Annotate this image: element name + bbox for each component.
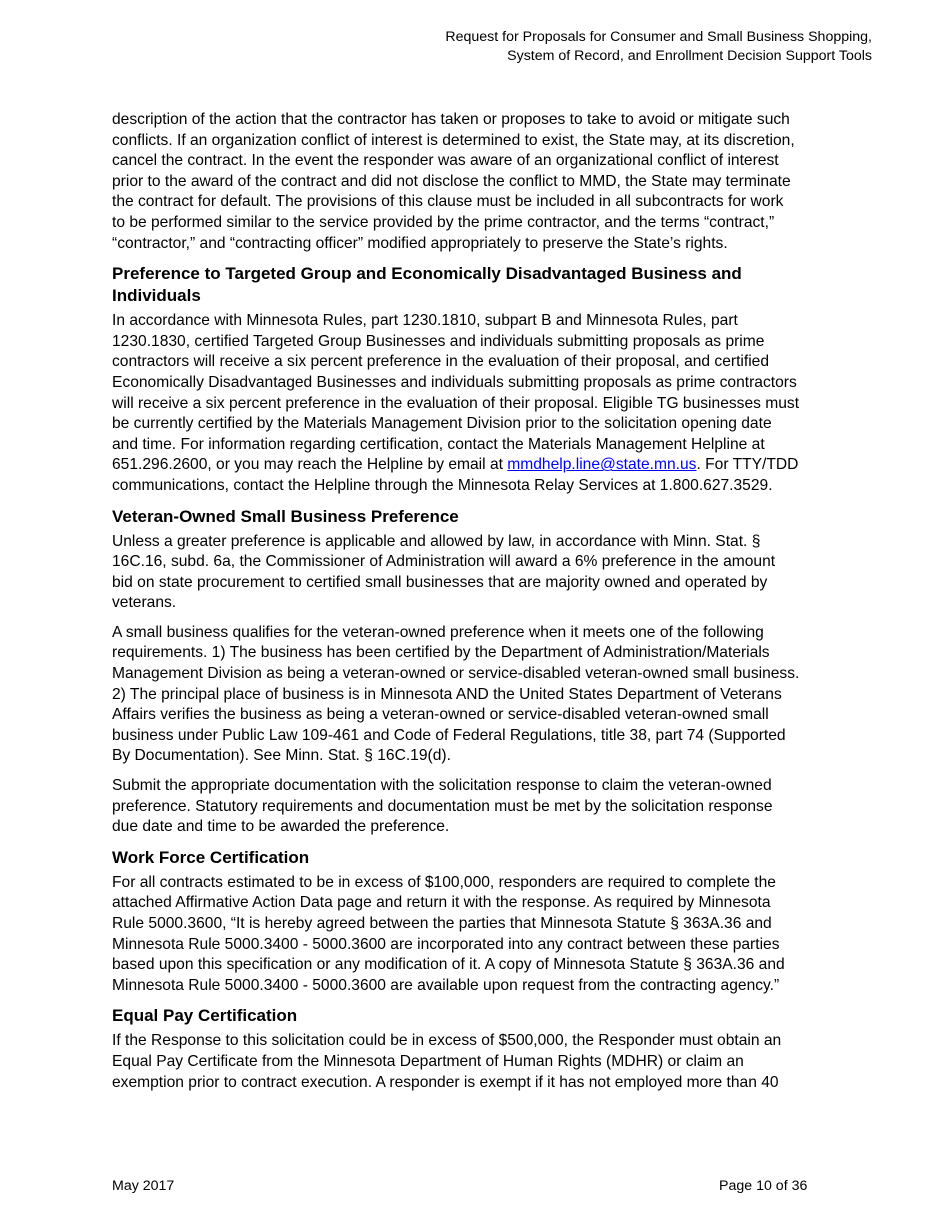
text-line: A small business qualifies for the veteran-owned preference when it meets one of the following xyxy=(112,623,764,641)
text-line: In accordance with Minnesota Rules, part 1230.1810, subpart B and Minnesota Rules, part xyxy=(112,312,738,330)
text-line: exemption prior to contract execution. A responder is exempt if it has not employed more than 40 xyxy=(112,1073,779,1091)
text-line: description of the action that the contractor has taken or proposes to take to avoid or mitigate such xyxy=(112,111,790,128)
heading-line: Veteran-Owned Small Business Preference xyxy=(112,506,459,526)
heading-line: Equal Pay Certification xyxy=(112,1006,298,1026)
text-line: By Documentation). See Minn. Stat. § 16C.19(d). xyxy=(112,747,451,765)
document-body xyxy=(112,110,872,1102)
intro-paragraph xyxy=(112,110,872,254)
text-line: based upon this specification or any modification of it. A copy of Minnesota Statute § 363A.36 and xyxy=(112,956,785,974)
work-force-paragraph xyxy=(112,873,872,997)
text-line: 16C.16, subd. 6a, the Commissioner of Administration will award a 6% preference in the amount xyxy=(112,553,776,571)
header-title-line-1: Request for Proposals for Consumer and Small Business Shopping, xyxy=(445,29,872,45)
text-line: due date and time to be awarded the preference. xyxy=(112,818,450,836)
text-line: be currently certified by the Materials Management Division prior to the solicitation opening date xyxy=(112,415,772,433)
text-line: conflicts. If an organization conflict of interest is determined to exist, the State may, at its discretion, xyxy=(112,131,795,149)
heading-line: Work Force Certification xyxy=(112,847,310,867)
text-line: Submit the appropriate documentation with the solicitation response to claim the veteran-owned xyxy=(112,777,772,795)
equal-pay-paragraph xyxy=(112,1031,872,1093)
text-line: will receive a six percent preference in the evaluation of their proposal. Eligible TG businesses must xyxy=(112,394,800,412)
targeted-group-paragraph xyxy=(112,311,872,496)
text-line: cancel the contract. In the event the responder was aware of an organizational conflict of interest xyxy=(112,152,779,170)
text-line: and time. For information regarding certification, contact the Materials Management Helpline at xyxy=(112,435,765,453)
footer-page-number: Page 10 of 36 xyxy=(719,1178,808,1194)
text-line: Equal Pay Certificate from the Minnesota Department of Human Rights (MDHR) or claim an xyxy=(112,1052,744,1070)
heading-veteran-owned xyxy=(112,506,872,528)
text-line: attached Affirmative Action Data page and return it with the response. As required by Minnesota xyxy=(112,894,771,912)
text-line: requirements. 1) The business has been certified by the Department of Administration/Materials xyxy=(112,644,770,662)
email-trail-text: . For TTY/TDD xyxy=(696,456,799,474)
text-line: business under Public Law 109-461 and Code of Federal Regulations, title 38, part 74 (Supported xyxy=(112,726,786,744)
veteran-paragraph-2 xyxy=(112,623,872,767)
footer-date: May 2017 xyxy=(112,1178,175,1194)
veteran-paragraph-1 xyxy=(112,532,872,614)
text-line: Economically Disadvantaged Businesses and individuals submitting proposals as prime contractors xyxy=(112,373,797,391)
email-lead-text: 651.296.2600, or you may reach the Helpline by email at xyxy=(112,456,508,474)
heading-equal-pay xyxy=(112,1005,872,1027)
text-line: veterans. xyxy=(112,594,177,612)
text-line: Affairs verifies the business as being a veteran-owned or service-disabled veteran-owned small xyxy=(112,706,769,724)
text-line: Minnesota Rule 5000.3400 - 5000.3600 are incorporated into any contract between these parties xyxy=(112,935,780,953)
email-text-line xyxy=(112,455,872,476)
text-line: Minnesota Rule 5000.3400 - 5000.3600 are available upon request from the contracting agency.” xyxy=(112,976,780,994)
text-line: Rule 5000.3600, “It is hereby agreed between the parties that Minnesota Statute § 363A.36 and xyxy=(112,915,772,932)
text-line: For all contracts estimated to be in excess of $100,000, responders are required to complete the xyxy=(112,873,776,891)
text-line: bid on state procurement to certified small businesses that are majority owned and operated by xyxy=(112,573,768,591)
text-line: to be performed similar to the service provided by the prime contractor, and the terms “contract,” xyxy=(112,213,775,231)
heading-line: Preference to Targeted Group and Economically Disadvantaged Business and xyxy=(112,264,742,284)
text-line: communications, contact the Helpline through the Minnesota Relay Services at 1.800.627.3529. xyxy=(112,476,773,494)
header-title-line-2: System of Record, and Enrollment Decision Support Tools xyxy=(507,48,872,64)
heading-targeted-group xyxy=(112,263,872,307)
text-line: If the Response to this solicitation could be in excess of $500,000, the Responder must obtain an xyxy=(112,1032,782,1050)
text-line: Management Division as being a veteran-owned or service-disabled veteran-owned small business. xyxy=(112,665,800,683)
text-line: the contract for default. The provisions of this clause must be included in all subcontracts for work xyxy=(112,193,784,211)
text-line: preference. Statutory requirements and documentation must be met by the solicitation response xyxy=(112,797,773,815)
text-line: contractors will receive a six percent preference in the evaluation of their proposal, and certified xyxy=(112,353,770,371)
text-line: “contractor,” and “contracting officer” modified appropriately to preserve the State’s rights. xyxy=(112,234,728,252)
page-header xyxy=(445,28,872,66)
text-line: prior to the award of the contract and did not disclose the conflict to MMD, the State may terminate xyxy=(112,172,791,190)
text-line: 1230.1830, certified Targeted Group Businesses and individuals submitting proposals as prime xyxy=(112,332,765,350)
heading-line: Individuals xyxy=(112,286,201,306)
text-line: 2) The principal place of business is in Minnesota AND the United States Department of Veterans xyxy=(112,685,782,703)
text-line: Unless a greater preference is applicable and allowed by law, in accordance with Minn. Stat. § xyxy=(112,532,761,550)
veteran-paragraph-3 xyxy=(112,776,872,838)
helpline-email-link[interactable]: mmdhelp.line@state.mn.us xyxy=(507,456,697,474)
heading-work-force xyxy=(112,847,872,869)
